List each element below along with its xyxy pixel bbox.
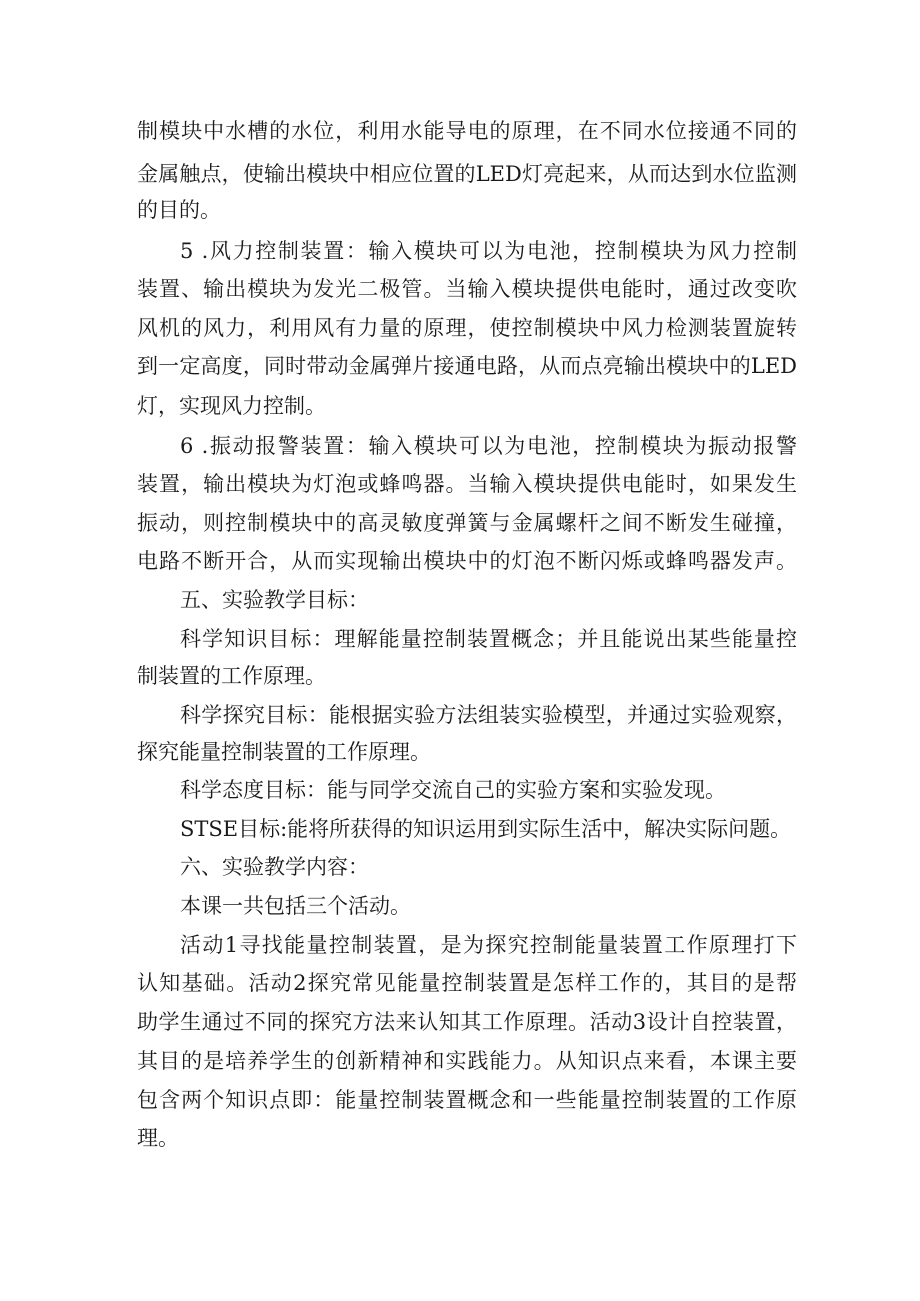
list-item-heading: 5 .风力控制装置：输入模块可以为电池，控制模块为风力控制 [180, 239, 797, 263]
section-heading: 六、实验教学内容： [180, 855, 369, 879]
paragraph-line: 的目的。 [137, 198, 221, 222]
paragraph-line: 科学知识目标：理解能量控制装置概念；并且能说出某些能量控 [180, 627, 797, 651]
paragraph-line: 本课一共包括三个活动。 [180, 894, 411, 918]
paragraph-line: 理。 [137, 1126, 179, 1150]
paragraph-line: 金属触点，使输出模块中相应位置的LED灯亮起来，从而达到水位监测 [137, 162, 797, 186]
paragraph-line: 电路不断开合，从而实现输出模块中的灯泡不断闪烁或蜂鸣器发声。 [137, 549, 797, 573]
paragraph-line: 到一定高度，同时带动金属弹片接通电路，从而点亮输出模块中的LED [137, 354, 797, 378]
paragraph-line: 活动1寻找能量控制装置，是为探究控制能量装置工作原理打下 [180, 933, 797, 957]
paragraph-line: 科学态度目标：能与同学交流自己的实验方案和实验发现。 [180, 778, 726, 802]
paragraph-line: 振动，则控制模块中的高灵敏度弹簧与金属螺杆之间不断发生碰撞， [137, 511, 797, 535]
list-item-heading: 6 .振动报警装置：输入模块可以为电池，控制模块为振动报警 [180, 434, 797, 458]
paragraph-line: 包含两个知识点即：能量控制装置概念和一些能量控制装置的工作原 [137, 1088, 797, 1112]
paragraph-line: STSE目标:能将所获得的知识运用到实际生活中，解决实际问题。 [180, 817, 792, 841]
paragraph-line: 制装置的工作原理。 [137, 664, 326, 688]
paragraph-line: 风机的风力，利用风有力量的原理，使控制模块中风力检测装置旋转 [137, 316, 797, 340]
paragraph-line: 灯，实现风力控制。 [137, 394, 326, 418]
paragraph-line: 制模块中水槽的水位，利用水能导电的原理，在不同水位接通不同的 [137, 119, 797, 143]
paragraph-line: 探究能量控制装置的工作原理。 [137, 740, 431, 764]
paragraph-line: 装置，输出模块为灯泡或蜂鸣器。当输入模块提供电能时，如果发生 [137, 472, 797, 496]
section-heading: 五、实验教学目标： [180, 588, 369, 612]
paragraph-line: 科学探究目标：能根据实验方法组装实验模型，并通过实验观察， [180, 703, 797, 727]
paragraph-line: 其目的是培养学生的创新精神和实践能力。从知识点来看，本课主要 [137, 1049, 797, 1073]
paragraph-line: 助学生通过不同的探究方法来认知其工作原理。活动3设计自控装置， [137, 1010, 797, 1034]
paragraph-line: 装置、输出模块为发光二极管。当输入模块提供电能时，通过改变吹 [137, 277, 797, 301]
paragraph-line: 认知基础。活动2探究常见能量控制装置是怎样工作的，其目的是帮 [137, 971, 797, 995]
